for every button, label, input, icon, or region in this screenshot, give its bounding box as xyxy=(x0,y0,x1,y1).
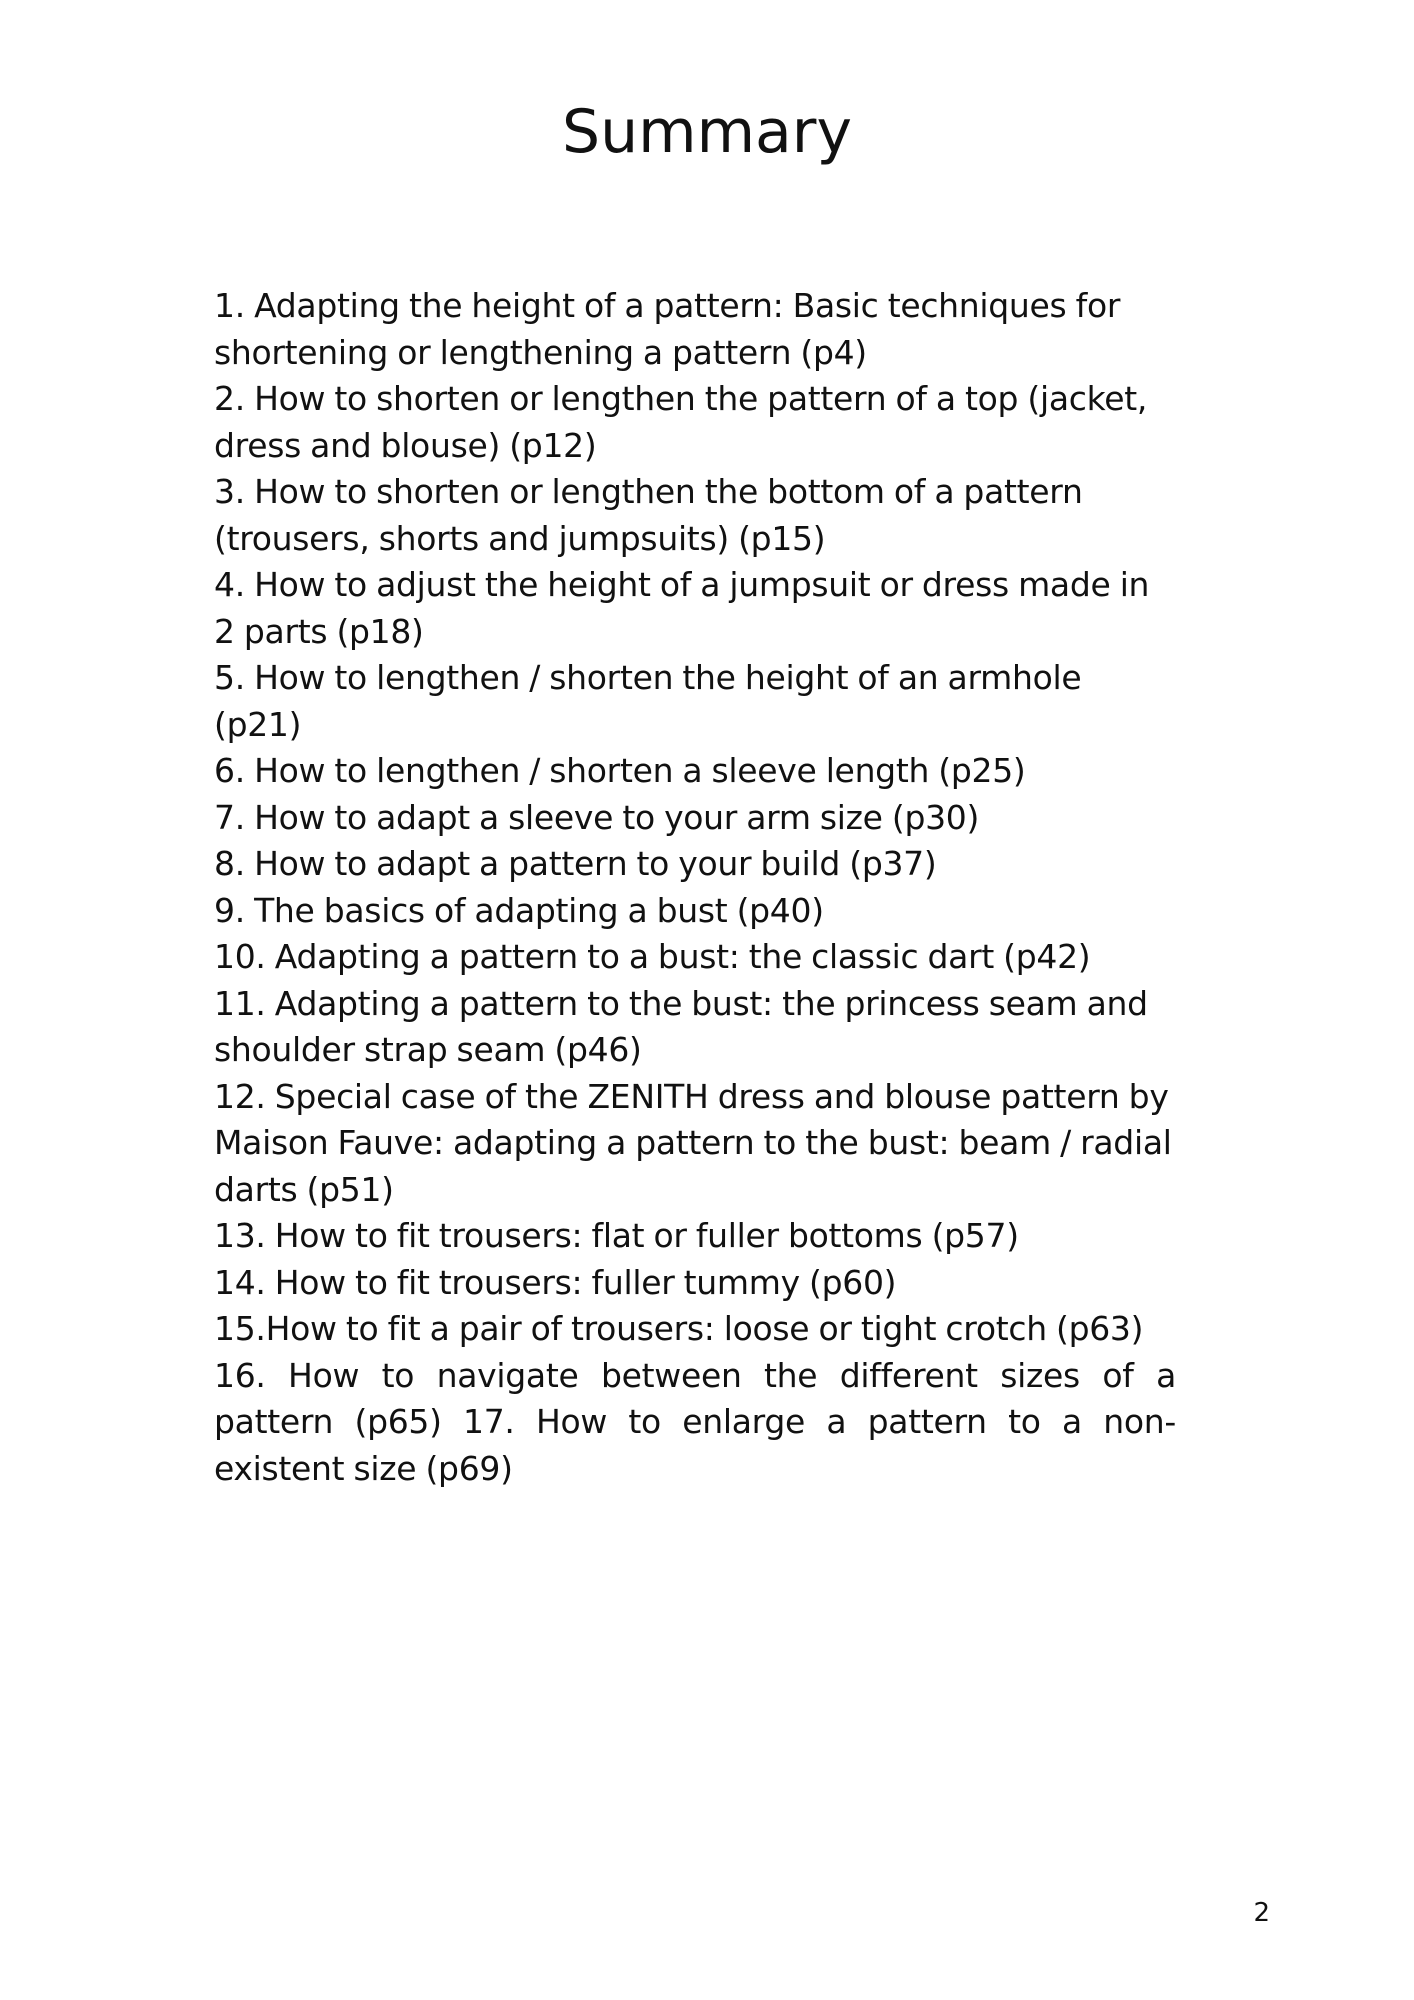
toc-entry-16: 16. How to navigate between the different sizes of a pattern (p65) 17. How to enlarge a pattern to a non-existent size (p69) xyxy=(214,1355,1176,1488)
page-number: 2 xyxy=(1253,1898,1270,1928)
toc-entry-7: 7. How to adapt a sleeve to your arm size (p30) xyxy=(214,797,980,837)
page-title: Summary xyxy=(562,97,852,167)
toc-entry-13: 13. How to fit trousers: flat or fuller bottoms (p57) xyxy=(214,1216,1019,1255)
toc-entry-8: 8. How to adapt a pattern to your build (p37) xyxy=(214,844,937,883)
toc-entry-4: 4. How to adjust the height of a jumpsuit or dress made in 2 parts (p18) xyxy=(214,565,1150,651)
toc-entry-15: 15.How to fit a pair of trousers: loose or tight crotch (p63) xyxy=(214,1309,1144,1348)
toc-entry-10: 10. Adapting a pattern to a bust: the classic dart (p42) xyxy=(214,937,1091,976)
toc-entry-2: 2. How to shorten or lengthen the pattern of a top (jacket, dress and blouse) (p12) xyxy=(214,379,1148,465)
toc-entry-5: 5. How to lengthen / shorten the height of an armhole (p21) xyxy=(214,658,1082,744)
toc-entry-11: 11. Adapting a pattern to the bust: the princess seam and shoulder strap seam (p46) xyxy=(214,983,1148,1069)
toc-entry-1: 1. Adapting the height of a pattern: Basic techniques for shortening or lengthening a pattern (p4) xyxy=(214,286,1121,372)
toc-entry-14: 14. How to fit trousers: fuller tummy (p60) xyxy=(214,1262,897,1302)
toc-entry-9: 9. The basics of adapting a bust (p40) xyxy=(214,890,824,930)
toc-entry-6: 6. How to lengthen / shorten a sleeve length (p25) xyxy=(214,751,1026,790)
toc-entry-3: 3. How to shorten or lengthen the bottom of a pattern (trousers, shorts and jumpsuits) (p15) xyxy=(214,472,1083,558)
toc-entry-12: 12. Special case of the ZENITH dress and blouse pattern by Maison Fauve: adapting a pattern to the bust: beam / radial darts (p51) xyxy=(214,1076,1172,1209)
table-of-contents xyxy=(214,283,1176,1492)
